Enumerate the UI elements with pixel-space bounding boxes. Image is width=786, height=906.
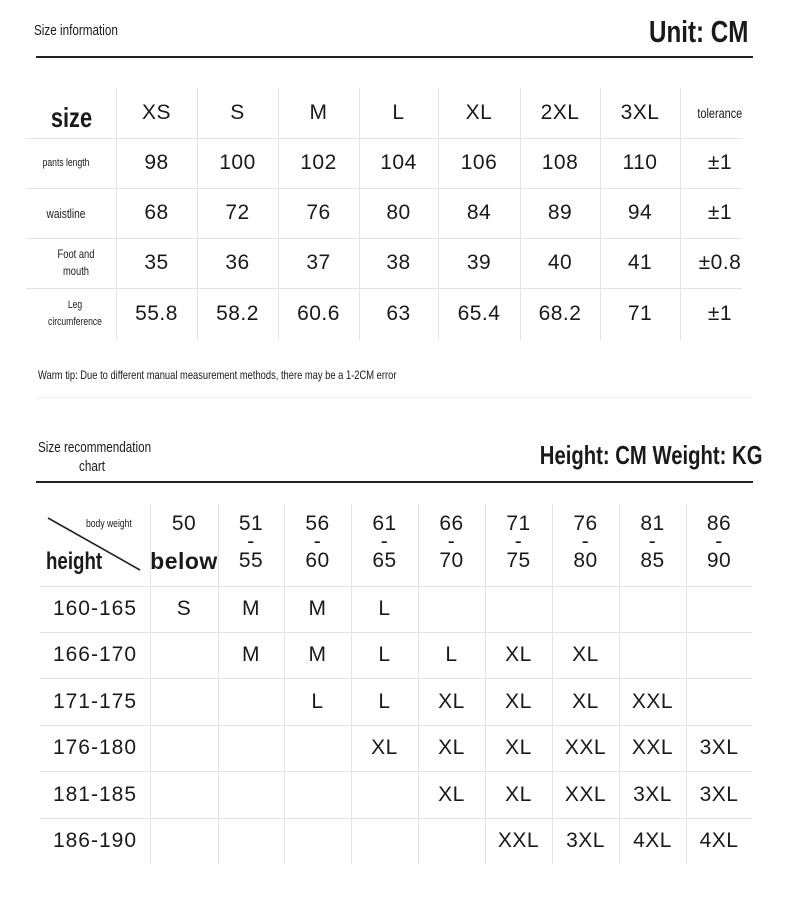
- tolerance-value-cell: ±1: [707, 201, 733, 224]
- recommended-size-cell: [218, 818, 284, 864]
- weight-range-end: 65: [372, 549, 397, 572]
- recommended-size-cell: 4XL: [633, 829, 672, 852]
- weight-column-header: [351, 504, 418, 586]
- weight-range-start: 50: [171, 512, 197, 535]
- recommended-size-cell: [619, 632, 686, 678]
- measurement-label-text: Leg circumference: [48, 299, 102, 328]
- recommended-size-cell: M: [308, 643, 327, 666]
- recommended-size-cell: 3XL: [699, 782, 739, 806]
- recommended-size-cell: 4XL: [699, 829, 739, 852]
- recommendation-title: Size recommendation chart: [38, 439, 152, 475]
- size-value-cell: 76: [306, 201, 331, 224]
- size-header-label: [26, 88, 116, 138]
- height-label: [46, 548, 118, 576]
- recommended-size-cell: L: [445, 643, 458, 666]
- tolerance-value-cell: ±1: [707, 151, 733, 174]
- size-column-header: L: [392, 101, 405, 124]
- height-range-cell: 186-190: [52, 829, 138, 852]
- size-column-header: M: [309, 101, 328, 124]
- weight-column-header: [218, 504, 284, 586]
- tolerance-header-text: tolerance: [697, 105, 743, 121]
- weight-column-header: [485, 504, 552, 586]
- size-column-header: XS: [141, 101, 171, 124]
- weight-range-end: below: [150, 548, 218, 574]
- size-value-cell: 38: [386, 251, 411, 274]
- recommended-size-cell: [150, 818, 218, 864]
- size-value-cell: 108: [541, 151, 579, 174]
- recommended-size-cell: L: [311, 689, 324, 713]
- size-value-cell: 80: [386, 201, 411, 224]
- weight-range-dash: -: [514, 530, 523, 553]
- recommended-size-cell: [150, 771, 218, 818]
- height-range-cell: 160-165: [52, 597, 138, 620]
- weight-range-dash: -: [715, 530, 723, 553]
- size-value-cell: 98: [144, 151, 169, 174]
- measurement-label-text: Foot and mouth: [57, 247, 95, 278]
- weight-range-end: 75: [506, 549, 531, 572]
- recommended-size-cell: S: [176, 597, 192, 620]
- tolerance-value-cell: ±0.8: [698, 251, 742, 274]
- size-value-cell: 71: [627, 302, 653, 325]
- weight-range-start: 71: [506, 512, 531, 535]
- recommended-size-cell: [686, 678, 752, 725]
- size-value-cell: 41: [627, 251, 653, 274]
- weight-range-dash: -: [648, 530, 657, 553]
- recommended-size-cell: XL: [505, 782, 532, 806]
- recommended-size-cell: [619, 586, 686, 632]
- body-weight-text: body weight: [86, 518, 132, 530]
- weight-column-header: [686, 504, 752, 586]
- weight-range-dash: -: [313, 530, 322, 553]
- weight-range-end: 60: [305, 549, 330, 572]
- recommended-size-cell: XL: [572, 643, 599, 666]
- corner-cell: [40, 504, 150, 586]
- recommended-size-cell: 3XL: [633, 782, 672, 806]
- weight-range-start: 81: [640, 512, 665, 535]
- recommended-size-cell: [686, 586, 752, 632]
- weight-range-start: 61: [372, 512, 397, 535]
- weight-range-dash: -: [380, 530, 389, 553]
- measurement-label: [26, 138, 116, 188]
- recommended-size-cell: [218, 678, 284, 725]
- weight-range-start: 76: [573, 512, 598, 535]
- recommended-size-cell: XXL: [564, 736, 607, 759]
- weight-range-end: 90: [706, 549, 732, 572]
- recommended-size-cell: [150, 678, 218, 725]
- weight-range-end: 70: [439, 549, 464, 572]
- size-value-cell: 100: [219, 151, 256, 174]
- recommended-size-cell: L: [378, 597, 391, 620]
- warm-tip: Warm tip: Due to different manual measurement methods, there may be a 1-2CM error: [38, 368, 397, 382]
- size-value-cell: 104: [380, 151, 417, 174]
- recommended-size-cell: [418, 586, 485, 632]
- size-value-cell: 63: [386, 302, 411, 325]
- weight-range-dash: -: [247, 530, 255, 553]
- divider-top: [36, 56, 753, 58]
- weight-range-end: 85: [640, 549, 665, 572]
- size-value-cell: 55.8: [135, 302, 178, 325]
- weight-range-dash: -: [581, 530, 590, 553]
- recommended-size-cell: [218, 771, 284, 818]
- recommended-size-cell: L: [378, 643, 391, 666]
- weight-range-start: 56: [305, 512, 330, 535]
- measurement-label-text: pants length: [42, 156, 90, 169]
- height-weight-units: Height: CM Weight: KG: [539, 440, 762, 470]
- measurement-label: [26, 188, 116, 238]
- recommended-size-cell: L: [378, 689, 391, 713]
- size-value-cell: 35: [144, 251, 169, 274]
- recommended-size-cell: [284, 771, 351, 818]
- recommended-size-cell: XL: [505, 689, 532, 713]
- recommended-size-cell: XL: [505, 736, 532, 759]
- weight-column-header: [284, 504, 351, 586]
- recommended-size-cell: XXL: [497, 829, 540, 852]
- recommended-size-cell: [485, 586, 552, 632]
- divider-faint: [36, 397, 752, 398]
- recommended-size-cell: M: [308, 597, 327, 620]
- height-text: height: [46, 548, 103, 575]
- weight-column-header: [619, 504, 686, 586]
- recommended-size-cell: 3XL: [699, 736, 739, 759]
- size-column-header: 2XL: [540, 101, 580, 124]
- size-value-cell: 68: [144, 201, 169, 224]
- body-weight-label: [86, 518, 145, 530]
- weight-range-start: 86: [706, 512, 732, 535]
- weight-range-dash: -: [447, 530, 456, 553]
- size-value-cell: 84: [466, 201, 492, 224]
- measurement-label-text: waistline: [46, 205, 86, 221]
- height-range-cell: 171-175: [52, 689, 138, 713]
- recommended-size-cell: M: [242, 597, 260, 620]
- size-value-cell: 60.6: [297, 302, 340, 325]
- size-column-header: XL: [465, 101, 493, 124]
- size-value-cell: 94: [627, 201, 653, 224]
- recommended-size-cell: XXL: [631, 736, 674, 759]
- recommended-size-cell: [218, 725, 284, 771]
- size-value-cell: 72: [225, 201, 250, 224]
- unit-label: Unit: CM: [648, 14, 748, 49]
- recommended-size-cell: XL: [438, 689, 465, 713]
- size-value-cell: 36: [225, 251, 250, 274]
- size-header-text: size: [50, 102, 92, 133]
- weight-range-end: 80: [573, 549, 598, 572]
- height-range-cell: 176-180: [52, 736, 138, 759]
- size-column-header: S: [230, 101, 245, 124]
- size-value-cell: 110: [622, 151, 658, 174]
- size-value-cell: 37: [306, 251, 331, 274]
- recommended-size-cell: M: [242, 643, 260, 666]
- size-value-cell: 68.2: [538, 302, 582, 325]
- recommended-size-cell: [150, 632, 218, 678]
- recommended-size-cell: XXL: [631, 689, 674, 713]
- size-value-cell: 65.4: [457, 302, 501, 325]
- size-value-cell: 40: [547, 251, 573, 274]
- recommended-size-cell: XL: [438, 736, 465, 759]
- recommended-size-cell: XL: [572, 689, 599, 713]
- measurement-label: [26, 238, 116, 288]
- recommended-size-cell: XXL: [564, 782, 607, 806]
- weight-range-start: 51: [238, 512, 264, 535]
- size-value-cell: 89: [547, 201, 573, 224]
- recommended-size-cell: [686, 632, 752, 678]
- recommended-size-cell: XL: [505, 643, 532, 666]
- measurement-label: [26, 288, 116, 340]
- height-range-cell: 166-170: [52, 643, 138, 666]
- weight-column-header: [150, 504, 218, 586]
- size-column-header: 3XL: [620, 101, 660, 124]
- tolerance-value-cell: ±1: [707, 302, 733, 325]
- recommended-size-cell: XL: [438, 782, 465, 806]
- recommended-size-cell: [552, 586, 619, 632]
- recommended-size-cell: XL: [371, 736, 398, 759]
- recommended-size-cell: [150, 725, 218, 771]
- recommended-size-cell: [351, 771, 418, 818]
- divider-middle: [36, 481, 753, 483]
- height-range-cell: 181-185: [52, 782, 138, 806]
- recommended-size-cell: [284, 818, 351, 864]
- size-info-title: Size information: [34, 22, 118, 39]
- weight-range-end: 55: [238, 549, 264, 572]
- size-value-cell: 39: [466, 251, 492, 274]
- recommended-size-cell: 3XL: [566, 829, 605, 852]
- tolerance-header: [680, 88, 760, 138]
- weight-column-header: [418, 504, 485, 586]
- recommended-size-cell: [284, 725, 351, 771]
- weight-range-start: 66: [439, 512, 464, 535]
- size-value-cell: 106: [460, 151, 498, 174]
- recommended-size-cell: [351, 818, 418, 864]
- size-value-cell: 58.2: [216, 302, 259, 325]
- size-value-cell: 102: [300, 151, 337, 174]
- recommended-size-cell: [418, 818, 485, 864]
- weight-column-header: [552, 504, 619, 586]
